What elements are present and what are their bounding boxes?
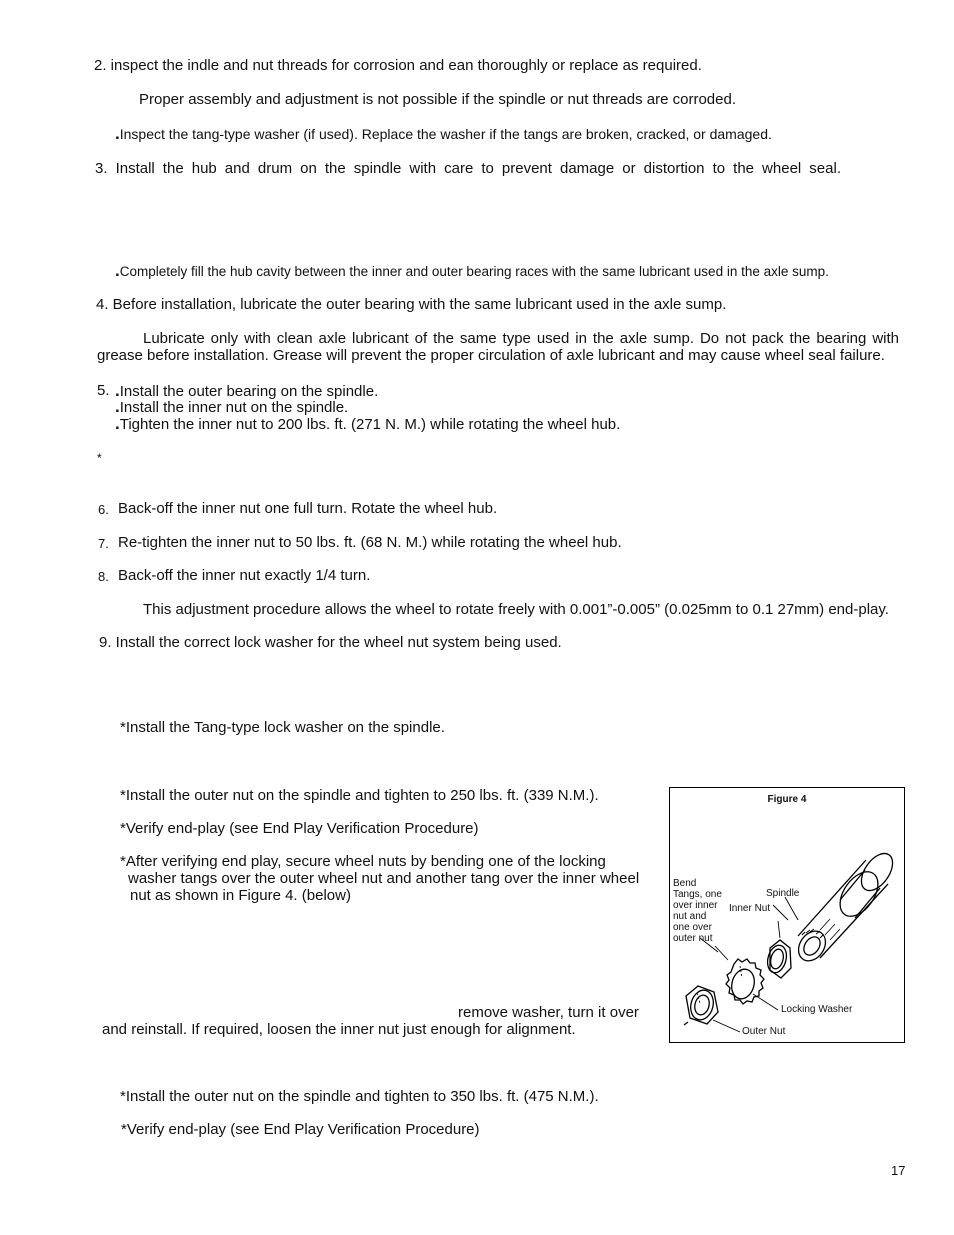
step-8-note: This adjustment procedure allows the wheel to rotate freely with 0.001”-0.005” (0.025mm to 0.1 27mm) end-play. xyxy=(143,601,889,618)
step-4-text: 4. Before installation, lubricate the outer bearing with the same lubricant used in the axle sump. xyxy=(96,296,727,313)
bend-label-line: over inner xyxy=(673,900,718,911)
step-2-note: Proper assembly and adjustment is not possible if the spindle or nut threads are corroded. xyxy=(139,91,736,108)
bend-label-line: Bend xyxy=(673,878,697,889)
bend-label-line: one over xyxy=(673,922,712,933)
step-7-text: Re-tighten the inner nut to 50 lbs. ft. (68 N. M.) while rotating the wheel hub. xyxy=(118,534,622,551)
inner-nut-drawing xyxy=(765,940,791,978)
step-2-text: 2. inspect the indle and nut threads for corrosion and ean thoroughly or replace as required. xyxy=(94,57,702,74)
other-outer-nut: *Install the outer nut on the spindle and tighten to 350 lbs. ft. (475 N.M.). xyxy=(120,1088,599,1105)
bullet-dot: . xyxy=(115,261,120,280)
bend-label-line: outer nut xyxy=(673,933,713,944)
step-8-number: 8. xyxy=(98,569,109,584)
step-5-bullet-3 xyxy=(115,415,620,434)
step-5-bullet-2-text: Install the inner nut on the spindle. xyxy=(119,399,349,416)
outer-nut-drawing xyxy=(684,986,718,1025)
tang-align-line2: and reinstall. If required, loosen the inner nut just enough for alignment. xyxy=(102,1021,576,1038)
bullet-dot: . xyxy=(115,414,120,433)
step-3-text: 3. Install the hub and drum on the spindle with care to prevent damage or distortion to the wheel seal. xyxy=(95,160,841,177)
bend-tangs-label xyxy=(673,878,722,944)
step-5-bullet-3-text: Tighten the inner nut to 200 lbs. ft. (271 N. M.) while rotating the wheel hub. xyxy=(119,416,621,433)
step-3-bullet xyxy=(115,262,829,281)
tang-secure-line2: washer tangs over the outer wheel nut and another tang over the inner wheel xyxy=(128,870,640,887)
figure-4 xyxy=(669,787,905,1043)
step-4-note-line2: grease before installation. Grease will prevent the proper circulation of axle lubricant and may cause wheel seal failure. xyxy=(97,347,885,364)
step-9-text: 9. Install the correct lock washer for the wheel nut system being used. xyxy=(99,634,562,651)
tang-outer-nut: *Install the outer nut on the spindle and tighten to 250 lbs. ft. (339 N.M.). xyxy=(120,787,599,804)
step-6-number: 6. xyxy=(98,502,109,517)
tang-align-line1: remove washer, turn it over xyxy=(458,1004,639,1021)
tang-secure-line3: nut as shown in Figure 4. (below) xyxy=(130,887,351,904)
tang-secure-line1: *After verifying end play, secure wheel nuts by bending one of the locking xyxy=(120,853,606,870)
spindle-drawing xyxy=(793,848,899,966)
other-verify: *Verify end-play (see End Play Verification Procedure) xyxy=(121,1121,480,1138)
step-2-bullet-text: Inspect the tang-type washer (if used). Replace the washer if the tangs are broken, cracked, or damaged. xyxy=(119,126,772,142)
step-3-bullet-text: Completely fill the hub cavity between the inner and outer bearing races with the same lubricant used in the axle sump. xyxy=(119,264,829,279)
bullet-dot: . xyxy=(115,124,120,143)
step-7-number: 7. xyxy=(98,536,109,551)
bend-label-line: nut and xyxy=(673,911,707,922)
step-5-asterisk: * xyxy=(97,451,102,465)
bend-label-line: Tangs, one xyxy=(673,889,722,900)
step-5-bullet-1-text: Install the outer bearing on the spindle. xyxy=(119,383,379,400)
bullet-dot: . xyxy=(115,397,120,416)
step-8-text: Back-off the inner nut exactly 1/4 turn. xyxy=(118,567,371,584)
spindle-label: Spindle xyxy=(766,888,800,899)
step-5-number: 5. xyxy=(97,382,110,399)
step-6-text: Back-off the inner nut one full turn. Rotate the wheel hub. xyxy=(118,500,498,517)
step-2-bullet xyxy=(115,125,772,143)
inner-nut-label: Inner Nut xyxy=(729,903,771,914)
figure-title: Figure 4 xyxy=(767,794,807,805)
outer-nut-label: Outer Nut xyxy=(742,1026,786,1037)
bullet-dot: . xyxy=(115,381,120,400)
step-4-note-line1: Lubricate only with clean axle lubricant of the same type used in the axle sump. Do not pack the bearing with xyxy=(143,330,899,347)
tang-install: *Install the Tang-type lock washer on the spindle. xyxy=(120,719,445,736)
locking-washer-label: Locking Washer xyxy=(781,1004,853,1015)
tang-verify: *Verify end-play (see End Play Verification Procedure) xyxy=(120,820,479,837)
page-number: 17 xyxy=(891,1163,906,1178)
